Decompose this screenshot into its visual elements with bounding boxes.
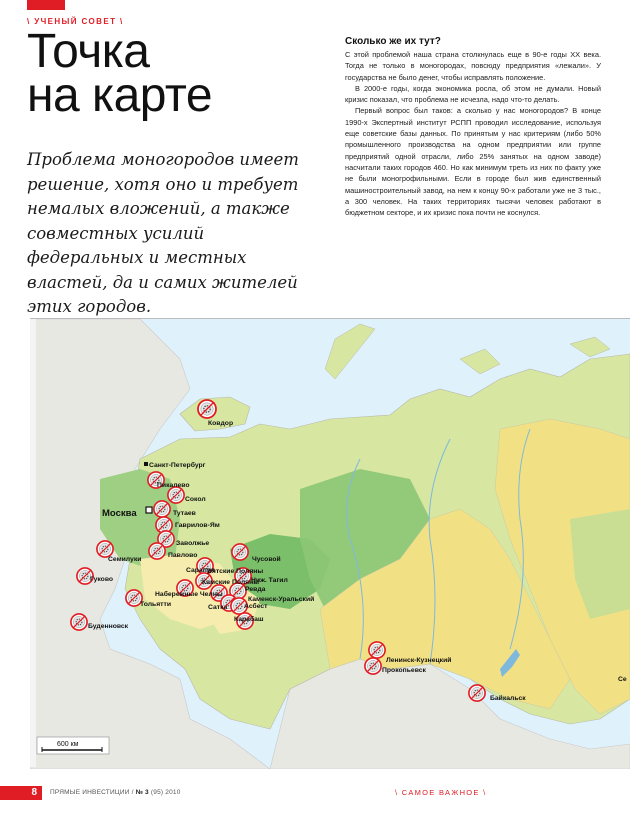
arctic-island [460,349,500,374]
label-sarapul: Сарапул [186,567,215,574]
label-semiluki: Семилуки [108,556,142,563]
label-prokopyevsk: Прокопьевск [382,667,426,674]
section-rubric: \ УЧЕНЫЙ СОВЕТ \ [27,17,124,26]
label-tolyatti: Тольятти [140,601,172,608]
label-satka: Сатка [208,604,228,611]
title-line-2: на карте [27,69,213,122]
label-pikalevo: Пикалево [157,482,190,489]
capital-label: Москва [102,508,137,519]
marker-chusovoy [232,544,248,560]
article-paragraph: Первый вопрос был таков: а сколько у нас моногородов? В конце 1990-х Экспертный институт РСПП проводил исследование, используя еще советские базы данных. По принятым у нас критериям (либо 50% промышленного производства на одном предприятии или группе предприятий одной отрасли, либо 25% занятых на одном заводе) насчитали таких городов 460. Но как минимум треть из них по факту уже не были моногрофильными. Если в городе был жив единственный машиностроительный завод, на нем к концу 90-х работали уже не 3 тыс., а 300 человек. На таких территориях тысячи человек работают в бюджетном секторе, и их кризис пока почти не коснулся. [345,106,601,218]
section-color-tab [27,0,65,10]
map-left-edge [30,319,36,767]
label-kovdor: Ковдор [208,420,234,427]
label-cut-off: Се [618,676,627,683]
label-karabash: Карабаш [234,616,264,623]
article-title [27,25,213,122]
novaya-zemlya [325,324,375,379]
issue-number: № 3 [135,789,149,796]
marker-baikalsk [469,685,485,701]
marker-budennovsk [71,614,87,630]
marker-prokopyevsk [365,658,381,674]
label-nab-chelny: Набережные Челны [155,591,223,598]
label-leninsk: Ленинск-Кузнецкий [386,657,452,664]
label-tagil: Ниж. Тагил [251,577,288,584]
article-body [345,36,601,218]
label-zavolzhe: Заволжье [176,540,210,547]
label-kamensk: Каменск-Уральский [248,596,315,603]
article-subheading: Сколько же их тут? [345,36,441,47]
marker-leninsk [369,642,385,658]
marker-pavlovo [149,543,165,559]
label-pavlovo: Павлово [168,552,198,559]
moscow-marker [146,507,152,513]
map-scale [37,737,109,754]
magazine-name [50,789,181,796]
label-sokol: Сокол [185,496,206,503]
label-spb: Санкт-Петербург [149,462,206,469]
article-paragraph: В 2000-е годы, когда экономика росла, об этом не думали. Новый кризис показал, что проблема не исчезла, надо что-то делать. [345,83,601,105]
label-revda: Ревда [245,586,266,593]
label-chusovoy: Чусовой [252,556,281,563]
article-paragraph: С этой проблемой наша страна столкнулась еще в 90-е годы XX века. Тогда не только в моногородах, повсюду предприятия «лежали». У государства не было денег, чтобы исправлять положение. [345,50,601,82]
magazine-title: ПРЯМЫЕ ИНВЕСТИЦИИ / [50,789,134,796]
arctic-island [570,337,610,357]
spb-marker [144,462,148,466]
label-vyatskie: Вятские Поляны [207,568,264,575]
page-number: 8 [0,786,42,800]
label-baikalsk: Байкальск [490,695,526,702]
footer-section: \ САМОЕ ВАЖНОЕ \ [395,788,487,797]
label-tutaev: Тутаев [173,510,196,517]
monotowns-map [30,318,630,769]
label-kamskie: Камские Поляны [202,579,260,586]
map-svg [30,319,630,769]
marker-tutaev [154,501,170,517]
title-line-1: Точка [27,25,150,78]
label-gukovo: Гуково [90,576,114,583]
label-budennovsk: Буденновск [88,623,129,630]
marker-sokol [168,487,184,503]
marker-semiluki [97,541,113,557]
scale-label: 600 км [57,741,79,748]
marker-kovdor [198,400,216,418]
label-asbest: Асбест [244,603,268,610]
label-gavrilov-yam: Гаврилов-Ям [175,522,220,529]
issue-detail: (95) 2010 [150,789,181,796]
lead-paragraph: Проблема моногородов имеет решение, хотя оно и требует немалых вложений, а также совместных усилий федеральных и местных властей, да и самих жителей этих городов. [27,150,299,316]
